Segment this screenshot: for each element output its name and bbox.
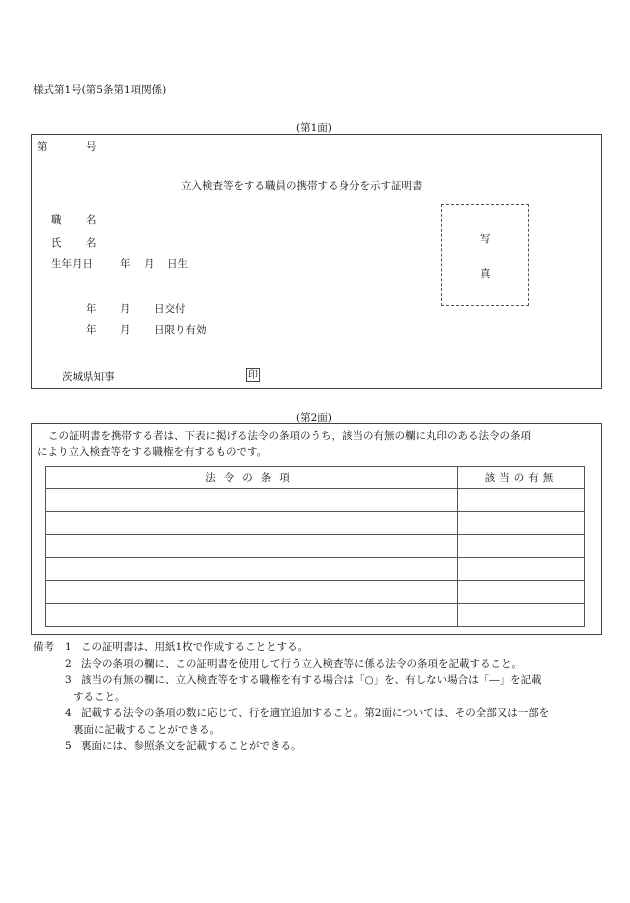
law-table-header [46,467,585,489]
law-column-header: 法令の条項 [46,467,458,489]
name-label-b: 名 [86,237,97,249]
table-row [46,512,585,535]
issuer: 茨城県知事 [62,371,115,383]
note-number: 4 [65,707,72,719]
seal-mark: 印 [248,370,258,381]
note-number: 1 [65,641,72,653]
law-cell[interactable] [46,581,458,604]
note-item [33,738,603,755]
note-continuation [33,689,603,706]
position-label-b: 名 [86,214,97,226]
note-text: この証明書は、用紙1枚で作成することとする。 [81,641,309,653]
applicable-cell[interactable] [458,558,585,581]
applicable-cell[interactable] [458,489,585,512]
name-label-a: 氏 [51,237,62,249]
note-item [33,705,603,722]
birth-month: 月 [144,258,155,270]
photo-label-2: 真 [480,268,491,280]
note-item [33,639,603,656]
applicable-cell[interactable] [458,535,585,558]
side1-label: (第1面) [296,122,332,134]
photo-box [441,204,529,306]
note-text: 該当の有無の欄に、立入検査等をする職権を有する場合は「○」を、有しない場合は「―」を記載 [81,674,542,686]
intro-line-2: により立入検査等をする職権を有するものです。 [37,446,268,458]
table-row [46,558,585,581]
table-row [46,581,585,604]
applicable-column-header: 該当の有無 [458,467,585,489]
intro-line-1: この証明書を携帯する者は、下表に掲げる法令の条項のうち，該当の有無の欄に丸印のある法令の条項 [48,430,531,442]
certificate-title: 立入検査等をする職員の携帯する身分を示す証明書 [181,180,423,192]
applicable-cell[interactable] [458,581,585,604]
table-row [46,489,585,512]
note-item [33,656,603,673]
form-number: 様式第1号(第5条第1項関係) [33,84,167,96]
law-cell[interactable] [46,535,458,558]
applicable-cell[interactable] [458,604,585,627]
note-text: すること。 [73,690,126,703]
valid-month: 月 [120,324,131,336]
notes [33,639,603,755]
table-row [46,535,585,558]
law-cell[interactable] [46,558,458,581]
note-number: 2 [65,657,72,670]
valid-day: 日限り有効 [154,324,207,336]
law-cell[interactable] [46,604,458,627]
photo-label-1: 写 [480,233,491,245]
issue-year: 年 [86,303,97,315]
issue-month: 月 [120,303,131,315]
certificate-number-prefix: 第 [37,141,48,153]
note-continuation [33,722,603,739]
side2-label: (第2面) [296,412,332,424]
valid-year: 年 [86,324,97,336]
birthdate-label: 生年月日 [51,258,93,270]
position-label-a: 職 [51,214,62,226]
law-table [45,466,585,627]
note-number: 3 [65,674,72,686]
issue-day: 日交付 [154,303,186,315]
note-number: 5 [65,740,72,752]
birth-year: 年 [120,258,131,270]
law-cell[interactable] [46,512,458,535]
note-text: 法令の条項の欄に、この証明書を使用して行う立入検査等に係る法令の条項を記載すること。 [81,657,522,670]
birth-day: 日生 [167,258,188,270]
applicable-cell[interactable] [458,512,585,535]
table-row [46,604,585,627]
certificate-number-suffix: 号 [86,141,97,153]
notes-heading: 備考 [33,641,54,653]
note-text: 裏面には、参照条文を記載することができる。 [81,740,302,752]
note-text: 記載する法令の条項の数に応じて、行を適宜追加すること。第2面については、その全部又は一部を [81,707,550,719]
note-text: 裏面に記載することができる。 [73,723,220,736]
note-item [33,672,603,689]
law-cell[interactable] [46,489,458,512]
